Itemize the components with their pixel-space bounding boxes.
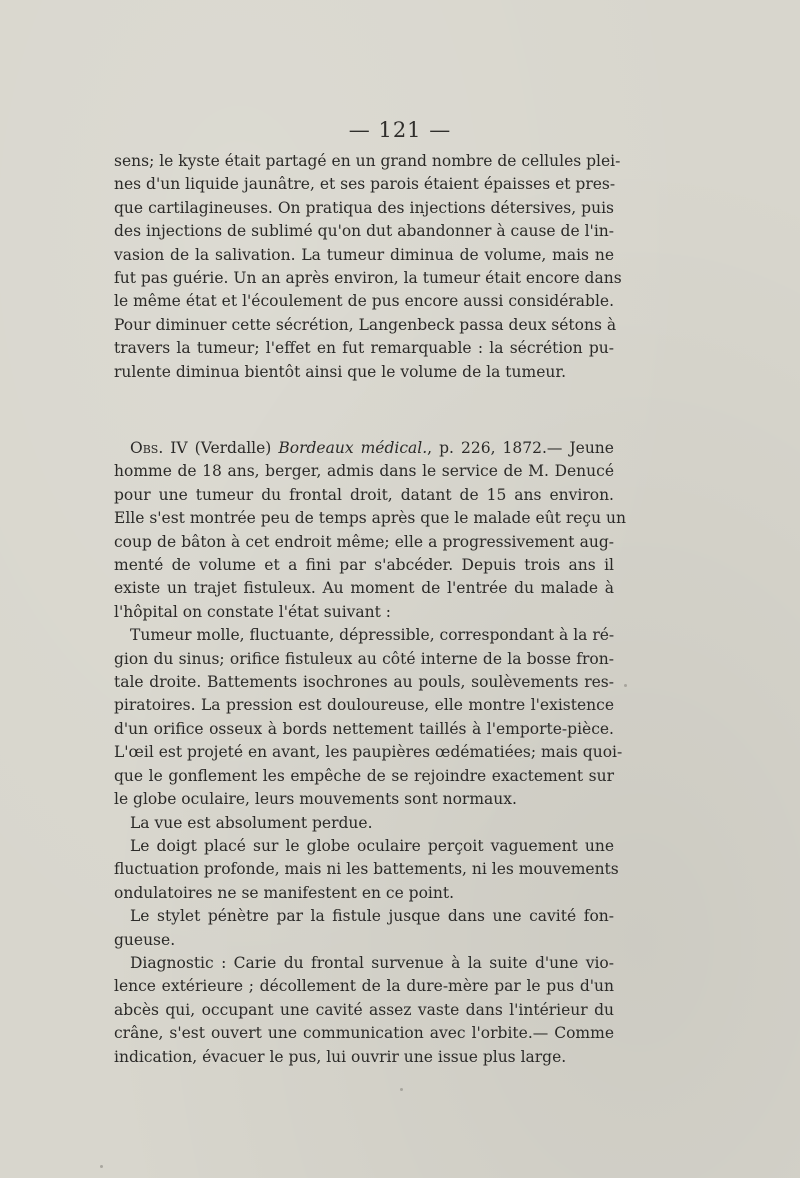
text-line: pour une tumeur du frontal droit, datant de 15 ans environ. <box>114 485 614 504</box>
text-line: indication, évacuer le pus, lui ouvrir une issue plus large. <box>114 1047 567 1066</box>
journal-reference: , p. 226, 1872.— Jeune <box>427 439 614 457</box>
text-line: le globe oculaire, leurs mouvements sont normaux. <box>114 790 517 809</box>
text-line: Le stylet pénètre par la fistule jusque dans une cavité fon- <box>130 907 614 926</box>
text-line: crâne, s'est ouvert une communication avec l'orbite.— Comme <box>114 1024 614 1043</box>
text-line: Tumeur molle, fluctuante, dépressible, correspondant à la ré- <box>130 626 615 645</box>
text-line: L'œil est projeté en avant, les paupières œdématiées; mais quoi- <box>114 743 623 762</box>
paper-speck <box>100 1165 103 1168</box>
text-line: lence extérieure ; décollement de la dure-mère par le pus d'un <box>114 977 614 996</box>
text-line: vasion de la salivation. La tumeur diminua de volume, mais ne <box>114 245 614 264</box>
text-line: fluctuation profonde, mais ni les battements, ni les mouvements <box>114 860 619 879</box>
text-line: tale droite. Battements isochrones au pouls, soulèvements res- <box>114 673 614 692</box>
text-line: Elle s'est montrée peu de temps après que le malade eût reçu un <box>114 509 626 528</box>
observation-label: Obs. IV <box>130 439 188 457</box>
text-line: sens; le kyste était partagé en un grand nombre de cellules plei- <box>114 152 621 170</box>
text-line: existe un trajet fistuleux. Au moment de l'entrée du malade à <box>114 579 614 598</box>
text-line: Diagnostic : Carie du frontal survenue à la suite d'une vio- <box>130 953 614 972</box>
paragraph-continuation <box>114 150 622 384</box>
observation-section <box>114 437 626 1069</box>
text-line: Pour diminuer cette sécrétion, Langenbeck passa deux sétons à <box>114 315 617 334</box>
journal-title: Bordeaux médical. <box>278 439 428 457</box>
text-line: d'un orifice osseux à bords nettement taillés à l'emporte-pièce. <box>114 719 614 738</box>
text-line: travers la tumeur; l'effet en fut remarquable : la sécrétion pu- <box>114 339 614 358</box>
text-line: nes d'un liquide jaunâtre, et ses parois étaient épaisses et pres- <box>114 175 616 194</box>
text-line: que le gonflement les empêche de se rejoindre exactement sur <box>114 766 614 785</box>
text-line: piratoires. La pression est douloureuse, elle montre l'existence <box>114 696 614 715</box>
text-line: le même état et l'écoulement de pus encore aussi considérable. <box>114 292 614 311</box>
page-number: — 121 — <box>348 118 452 142</box>
text-line: homme de 18 ans, berger, admis dans le service de M. Denucé <box>114 462 614 481</box>
observation-author: (Verdalle) <box>194 439 272 457</box>
text-line: abcès qui, occupant une cavité assez vaste dans l'intérieur du <box>114 1000 614 1019</box>
text-line: coup de bâton à cet endroit même; elle a progressivement aug- <box>114 532 614 551</box>
text-line: rulente diminua bientôt ainsi que le volume de la tumeur. <box>114 362 567 381</box>
text-line: des injections de sublimé qu'on dut abandonner à cause de l'in- <box>114 222 614 241</box>
text-line: La vue est absolument perdue. <box>130 813 373 832</box>
text-line: gueuse. <box>114 930 176 949</box>
text-line: que cartilagineuses. On pratiqua des injections détersives, puis <box>114 198 614 217</box>
observation-heading-line <box>114 437 614 460</box>
text-line: gion du sinus; orifice fistuleux au côté interne de la bosse fron- <box>114 649 614 668</box>
text-line: fut pas guérie. Un an après environ, la tumeur était encore dans <box>114 269 622 288</box>
text-line: menté de volume et a fini par s'abcéder. Depuis trois ans il <box>114 556 614 575</box>
text-line: l'hôpital on constate l'état suivant : <box>114 602 392 621</box>
text-line: Le doigt placé sur le globe oculaire perçoit vaguement une <box>130 836 614 855</box>
paper-speck <box>400 1088 403 1091</box>
paper-speck <box>624 684 627 687</box>
text-line: ondulatoires ne se manifestent en ce point. <box>114 883 455 902</box>
